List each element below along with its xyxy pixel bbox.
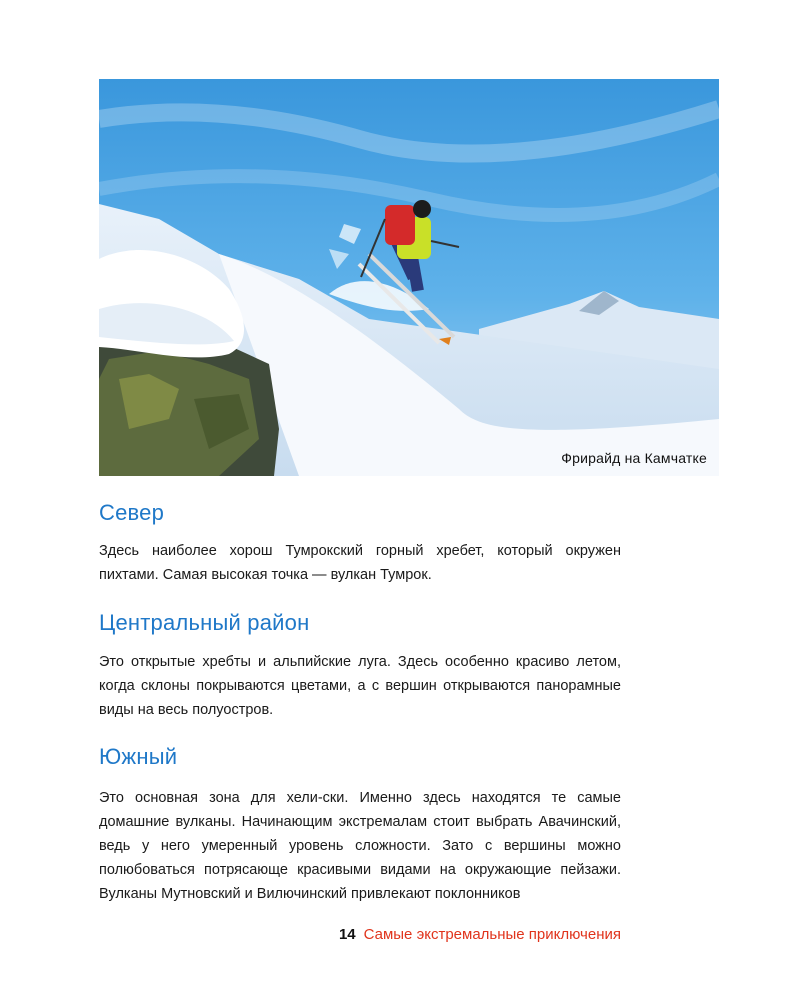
- section-heading-south: Южный: [99, 744, 178, 769]
- photo-caption: Фрирайд на Камчатке: [561, 450, 707, 466]
- section-text-south: Это основная зона для хели-ски. Именно здесь находятся те самые домашние вулканы. Начинающим экстремалам стоит выбрать Авачинский, ведь у него умеренный уровень сложности. Зато с вершины можно полюбоваться потрясающе красивыми видами на окружающие пейзажи. Вулканы Мутновский и Вилючинский привлекают поклонников: [99, 790, 621, 902]
- page-number: 14: [338, 926, 356, 943]
- freeride-illustration: [99, 79, 719, 476]
- book-title: Самые экстремальные приключения: [363, 926, 621, 943]
- section-heading-central: Центральный район: [99, 610, 310, 635]
- page-footer: [339, 926, 621, 943]
- section-text-north: Здесь наиболее хорош Тумрокский горный хребет, который окружен пихтами. Самая высокая точка — вулкан Тумрок.: [99, 543, 621, 583]
- section-heading-north: Север: [99, 500, 165, 525]
- section-text-central: Это открытые хребты и альпийские луга. Здесь особенно красиво летом, когда склоны покрываются цветами, а с вершин открываются панорамные виды на весь полуостров.: [99, 654, 621, 718]
- freeride-photo: [99, 79, 719, 476]
